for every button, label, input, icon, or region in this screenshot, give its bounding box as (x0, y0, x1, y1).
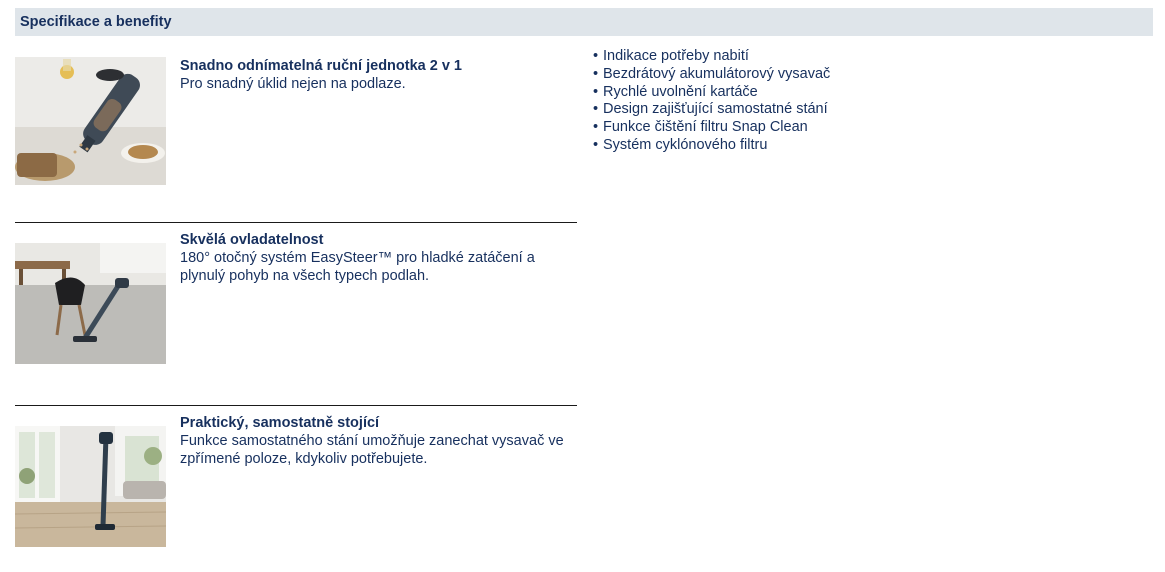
bullet-icon: • (593, 83, 599, 100)
feature-description: Pro snadný úklid nejen na podlaze. (180, 76, 406, 92)
divider (15, 405, 577, 406)
freestanding-vacuum-photo (15, 426, 166, 554)
handheld-vacuum-photo (15, 57, 166, 185)
bullet-icon: • (593, 119, 599, 136)
feature-item (15, 415, 577, 548)
section-title: Specifikace a benefity (20, 14, 172, 30)
bullet-icon: • (593, 101, 599, 118)
bullet-icon: • (593, 136, 599, 153)
list-item: • Indikace potřeby nabití (593, 48, 749, 64)
feature-title: Skvělá ovladatelnost (180, 232, 324, 248)
feature-text (180, 414, 580, 468)
list-item: • Funkce čištění filtru Snap Clean (593, 119, 808, 136)
specs-list (593, 48, 830, 155)
feature-text (180, 57, 580, 93)
feature-title: Snadno odnímatelná ruční jednotka 2 v 1 (180, 58, 462, 74)
list-item: • Design zajišťující samostatné stání (593, 101, 828, 118)
feature-item (15, 232, 577, 365)
feature-description: 180° otočný systém EasySteer™ pro hladké zatáčení a plynulý pohyb na všech typech podlah. (180, 250, 535, 284)
list-item: • Rychlé uvolnění kartáče (593, 83, 758, 100)
bullet-icon: • (593, 48, 599, 64)
list-item: • Bezdrátový akumulátorový vysavač (593, 65, 831, 82)
divider (15, 222, 577, 223)
feature-item (15, 57, 577, 187)
bullet-icon: • (593, 65, 599, 82)
feature-text (180, 231, 580, 285)
list-item: • Systém cyklónového filtru (593, 136, 768, 153)
section-header (15, 8, 1153, 36)
feature-title: Praktický, samostatně stojící (180, 415, 380, 431)
feature-description: Funkce samostatného stání umožňuje zanechat vysavač ve zpřímené poloze, kdykoliv potřebujete. (180, 433, 564, 467)
stick-vacuum-steering-photo (15, 243, 166, 371)
